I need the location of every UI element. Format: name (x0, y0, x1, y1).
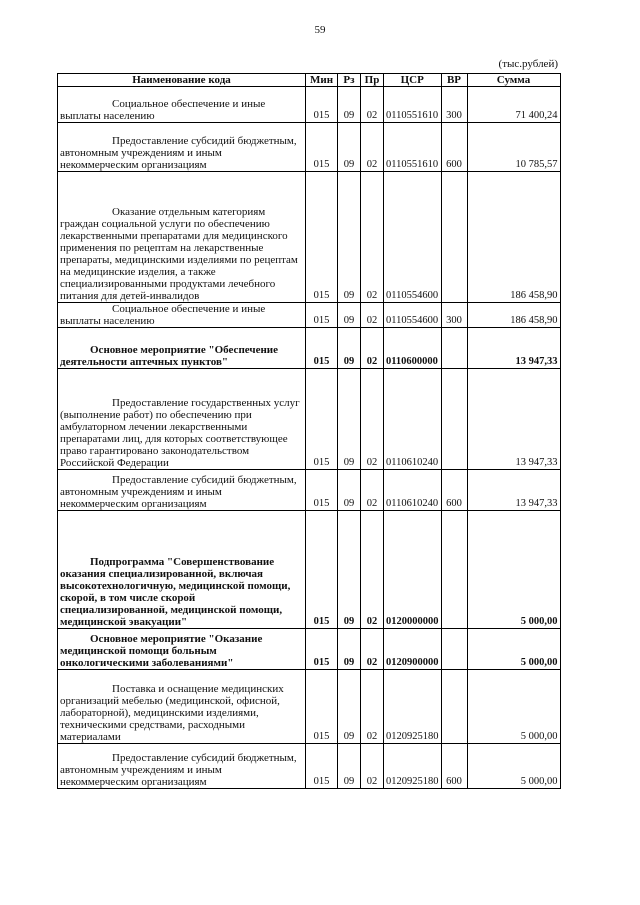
row-rz-cell: 09 (338, 87, 361, 123)
row-csr-cell: 0120925180 (384, 670, 442, 744)
row-name-cell (58, 172, 306, 303)
row-name-text: Социальное обеспечение и иные выплаты населению (60, 303, 266, 327)
row-min-cell: 015 (306, 303, 338, 328)
row-min-cell: 015 (306, 744, 338, 789)
row-name-cell (58, 123, 306, 172)
table-row (58, 172, 561, 303)
budget-table (57, 73, 561, 789)
row-sum-cell: 71 400,24 (467, 87, 560, 123)
row-rz-cell: 09 (338, 328, 361, 369)
row-vr-cell (441, 328, 467, 369)
table-row (58, 744, 561, 789)
row-rz-cell: 09 (338, 172, 361, 303)
row-min-cell: 015 (306, 511, 338, 629)
row-rz-cell: 09 (338, 744, 361, 789)
table-row (58, 670, 561, 744)
row-name-text: Основное мероприятие "Обеспечение деятельности аптечных пунктов" (60, 344, 279, 368)
row-pr-cell: 02 (361, 470, 384, 511)
row-sum-cell: 186 458,90 (467, 172, 560, 303)
row-vr-cell (441, 172, 467, 303)
row-pr-cell: 02 (361, 744, 384, 789)
row-name-text: Оказание отдельным категориям граждан социальной услуги по обеспечению лекарственными препаратами для медицинского применения по рецептам на лекарственные препараты, медицинскими изделиями по рецептам на медицинские изделия, а также специализированными продуктами лечебного питания для детей-инвалидов (60, 206, 298, 302)
row-rz-cell: 09 (338, 303, 361, 328)
table-row (58, 369, 561, 470)
row-sum-cell: 5 000,00 (467, 744, 560, 789)
header-rz: Рз (338, 74, 361, 87)
row-min-cell: 015 (306, 328, 338, 369)
row-rz-cell: 09 (338, 470, 361, 511)
row-vr-cell: 600 (441, 744, 467, 789)
row-csr-cell: 0110610240 (384, 369, 442, 470)
row-csr-cell: 0110551610 (384, 87, 442, 123)
table-header-row (58, 74, 561, 87)
header-pr: Пр (361, 74, 384, 87)
row-pr-cell: 02 (361, 172, 384, 303)
row-name-cell (58, 744, 306, 789)
row-vr-cell: 300 (441, 87, 467, 123)
row-name-cell (58, 303, 306, 328)
row-vr-cell (441, 369, 467, 470)
row-name-cell (58, 87, 306, 123)
row-csr-cell: 0120000000 (384, 511, 442, 629)
row-vr-cell (441, 511, 467, 629)
table-row (58, 470, 561, 511)
row-csr-cell: 0120900000 (384, 629, 442, 670)
row-rz-cell: 09 (338, 123, 361, 172)
row-vr-cell (441, 629, 467, 670)
table-row (58, 303, 561, 328)
row-vr-cell: 600 (441, 123, 467, 172)
row-csr-cell: 0110554600 (384, 172, 442, 303)
row-name-cell (58, 328, 306, 369)
row-pr-cell: 02 (361, 511, 384, 629)
row-csr-cell: 0110610240 (384, 470, 442, 511)
row-csr-cell: 0120925180 (384, 744, 442, 789)
row-name-text: Социальное обеспечение и иные выплаты населению (60, 98, 266, 122)
row-name-text: Подпрограмма "Совершенствование оказания специализированной, включая высокотехнологичную, медицинской помощи, скорой, в том числе скорой специализированной, медицинской помощи, медицинской эвакуации" (60, 556, 291, 628)
row-sum-cell: 13 947,33 (467, 470, 560, 511)
row-name-text: Предоставление субсидий бюджетным, автономным учреждениям и иным некоммерческим организациям (60, 752, 297, 788)
row-csr-cell: 0110551610 (384, 123, 442, 172)
row-name-text: Предоставление государственных услуг (выполнение работ) по обеспечению при амбулаторном лечении лекарственными препаратами лиц, для которых соответствующее право гарантировано законодательством Российской Федерации (60, 397, 300, 469)
table-row (58, 328, 561, 369)
row-min-cell: 015 (306, 470, 338, 511)
row-pr-cell: 02 (361, 629, 384, 670)
row-name-text: Предоставление субсидий бюджетным, автономным учреждениям и иным некоммерческим организациям (60, 135, 297, 171)
row-sum-cell: 5 000,00 (467, 670, 560, 744)
row-pr-cell: 02 (361, 87, 384, 123)
row-name-cell (58, 369, 306, 470)
header-sum: Сумма (467, 74, 560, 87)
table-row (58, 629, 561, 670)
row-sum-cell: 5 000,00 (467, 511, 560, 629)
row-rz-cell: 09 (338, 670, 361, 744)
page-number: 59 (314, 24, 326, 36)
header-csr: ЦСР (384, 74, 442, 87)
row-name-text: Основное мероприятие "Оказание медицинской помощи больным онкологическими заболеваниями" (60, 633, 263, 669)
row-name-text: Поставка и оснащение медицинских организаций мебелью (медицинской, офисной, лабораторной), медицинскими изделиями, техническими средствами, расходными материалами (60, 683, 284, 743)
row-pr-cell: 02 (361, 670, 384, 744)
table-row (58, 511, 561, 629)
row-vr-cell: 300 (441, 303, 467, 328)
table-row (58, 123, 561, 172)
row-name-cell (58, 629, 306, 670)
row-min-cell: 015 (306, 87, 338, 123)
row-pr-cell: 02 (361, 303, 384, 328)
header-vr: ВР (441, 74, 467, 87)
row-min-cell: 015 (306, 369, 338, 470)
row-sum-cell: 10 785,57 (467, 123, 560, 172)
row-sum-cell: 5 000,00 (467, 629, 560, 670)
row-name-cell (58, 511, 306, 629)
row-sum-cell: 13 947,33 (467, 369, 560, 470)
header-min: Мин (306, 74, 338, 87)
row-name-cell (58, 670, 306, 744)
row-rz-cell: 09 (338, 369, 361, 470)
row-rz-cell: 09 (338, 511, 361, 629)
row-name-cell (58, 470, 306, 511)
header-name: Наименование кода (58, 74, 306, 87)
row-pr-cell: 02 (361, 123, 384, 172)
row-min-cell: 015 (306, 629, 338, 670)
row-pr-cell: 02 (361, 328, 384, 369)
row-min-cell: 015 (306, 670, 338, 744)
row-csr-cell: 0110600000 (384, 328, 442, 369)
table-row (58, 87, 561, 123)
row-pr-cell: 02 (361, 369, 384, 470)
row-name-text: Предоставление субсидий бюджетным, автономным учреждениям и иным некоммерческим организациям (60, 474, 297, 510)
row-min-cell: 015 (306, 123, 338, 172)
row-csr-cell: 0110554600 (384, 303, 442, 328)
row-sum-cell: 13 947,33 (467, 328, 560, 369)
row-vr-cell (441, 670, 467, 744)
row-rz-cell: 09 (338, 629, 361, 670)
row-vr-cell: 600 (441, 470, 467, 511)
row-sum-cell: 186 458,90 (467, 303, 560, 328)
units-label: (тыс.рублей) (498, 58, 558, 70)
row-min-cell: 015 (306, 172, 338, 303)
